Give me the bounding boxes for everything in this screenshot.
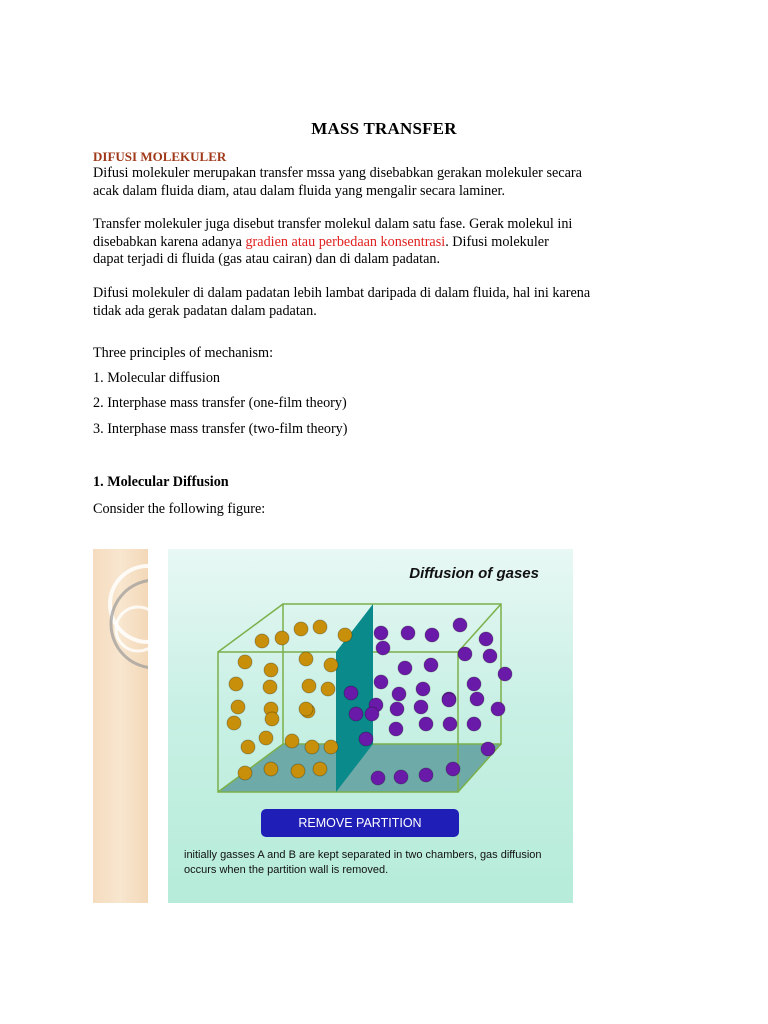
gas-a-molecule — [263, 680, 277, 694]
paragraph-2-line-2-tail: . Difusi molekuler — [445, 233, 549, 250]
remove-partition-button[interactable]: REMOVE PARTITION — [261, 809, 459, 837]
paragraph-2-line-1: Transfer molekuler juga disebut transfer molekul dalam satu fase. Gerak molekul ini — [93, 216, 573, 232]
subheading: 1. Molecular Diffusion — [93, 474, 229, 490]
gas-b-molecule — [398, 661, 412, 675]
gas-b-molecule — [481, 742, 495, 756]
paragraph-1-line-1: Difusi molekuler merupakan transfer mssa yang disebabkan gerakan molekuler secara — [93, 165, 582, 181]
gas-b-molecule — [414, 700, 428, 714]
gas-b-molecule — [458, 647, 472, 661]
gas-a-molecule — [299, 652, 313, 666]
highlighted-phrase: gradien atau perbedaan konsentrasi — [245, 233, 446, 250]
paragraph-1-line-2: acak dalam fluida diam, atau dalam fluida yang mengalir secara laminer. — [93, 182, 506, 199]
gas-b-molecule — [419, 717, 433, 731]
gas-b-molecule — [491, 702, 505, 716]
gas-b-molecule — [389, 722, 403, 736]
gas-a-molecule — [275, 631, 289, 645]
gas-b-molecule — [416, 682, 430, 696]
gas-b-molecule — [394, 770, 408, 784]
paragraph-2-line-3: dapat terjadi di fluida (gas atau cairan) dan di dalam padatan. — [93, 251, 441, 267]
page-title: MASS TRANSFER — [311, 119, 457, 138]
gas-a-molecule — [241, 740, 255, 754]
paragraph-1 — [93, 165, 678, 200]
gas-a-molecule — [238, 766, 252, 780]
gas-a-molecule — [294, 622, 308, 636]
gas-a-molecule — [229, 677, 243, 691]
gas-a-molecule — [313, 762, 327, 776]
decorative-side-panel — [93, 549, 148, 903]
gas-a-molecule — [285, 734, 299, 748]
gas-box-diagram — [168, 549, 573, 809]
figure-title: Diffusion of gases — [409, 565, 539, 582]
gas-a-molecule — [259, 731, 273, 745]
gas-a-molecule — [291, 764, 305, 778]
paragraph-2 — [93, 216, 678, 269]
caption-line-2: occurs when the partition wall is removed. — [184, 863, 389, 876]
gas-a-molecule — [231, 700, 245, 714]
gas-a-molecule — [299, 702, 313, 716]
principle-item: 1. Molecular diffusion — [93, 370, 221, 386]
paragraph-3 — [93, 285, 678, 320]
principle-item: 2. Interphase mass transfer (one-film theory) — [93, 395, 347, 411]
gas-a-molecule — [264, 663, 278, 677]
gas-b-molecule — [453, 618, 467, 632]
paragraph-3-line-2: tidak ada gerak padatan dalam padatan. — [93, 302, 317, 319]
figure-caption — [184, 848, 564, 877]
gas-a-molecule — [313, 620, 327, 634]
principle-item: 3. Interphase mass transfer (two-film theory) — [93, 421, 348, 437]
gas-b-molecule — [446, 762, 460, 776]
gas-b-molecule — [419, 768, 433, 782]
gas-b-molecule — [344, 686, 358, 700]
consider-text: Consider the following figure: — [93, 501, 266, 517]
principles-intro: Three principles of mechanism: — [93, 345, 274, 361]
gas-a-molecule — [338, 628, 352, 642]
gas-b-molecule — [467, 677, 481, 691]
paragraph-2-line-2 — [93, 234, 678, 252]
gas-b-molecule — [376, 641, 390, 655]
gas-b-molecule — [374, 626, 388, 640]
caption-line-1: initially gasses A and B are kept separated in two chambers, gas diffusion — [184, 849, 542, 861]
gas-b-molecule — [470, 692, 484, 706]
gas-b-molecule — [425, 628, 439, 642]
gas-b-molecule — [467, 717, 481, 731]
gas-a-molecule — [324, 740, 338, 754]
gas-b-molecule — [349, 707, 363, 721]
gas-a-molecule — [255, 634, 269, 648]
gas-b-molecule — [479, 632, 493, 646]
gas-b-molecule — [390, 702, 404, 716]
decorative-rings — [93, 549, 148, 903]
gas-b-molecule — [374, 675, 388, 689]
gas-b-molecule — [371, 771, 385, 785]
gas-a-molecule — [227, 716, 241, 730]
gas-a-molecule — [305, 740, 319, 754]
gas-a-molecule — [238, 655, 252, 669]
gas-b-molecule — [443, 717, 457, 731]
gas-a-molecule — [264, 762, 278, 776]
gas-a-molecule — [321, 682, 335, 696]
figure-panel — [168, 549, 573, 903]
gas-b-molecule — [401, 626, 415, 640]
gas-a-molecule — [324, 658, 338, 672]
gas-a-molecule — [265, 712, 279, 726]
section-heading: DIFUSI MOLEKULER — [93, 149, 227, 164]
diffusion-figure — [93, 549, 573, 903]
gas-a-molecule — [302, 679, 316, 693]
gas-b-molecule — [365, 707, 379, 721]
gas-b-molecule — [442, 693, 456, 707]
gas-b-molecule — [392, 687, 406, 701]
paragraph-2-line-2-text: disebabkan karena adanya — [93, 233, 246, 250]
gas-b-molecule — [483, 649, 497, 663]
paragraph-3-line-1: Difusi molekuler di dalam padatan lebih lambat daripada di dalam fluida, hal ini karena — [93, 285, 591, 301]
gas-b-molecule — [359, 732, 373, 746]
gas-b-molecule — [424, 658, 438, 672]
gas-b-molecule — [498, 667, 512, 681]
